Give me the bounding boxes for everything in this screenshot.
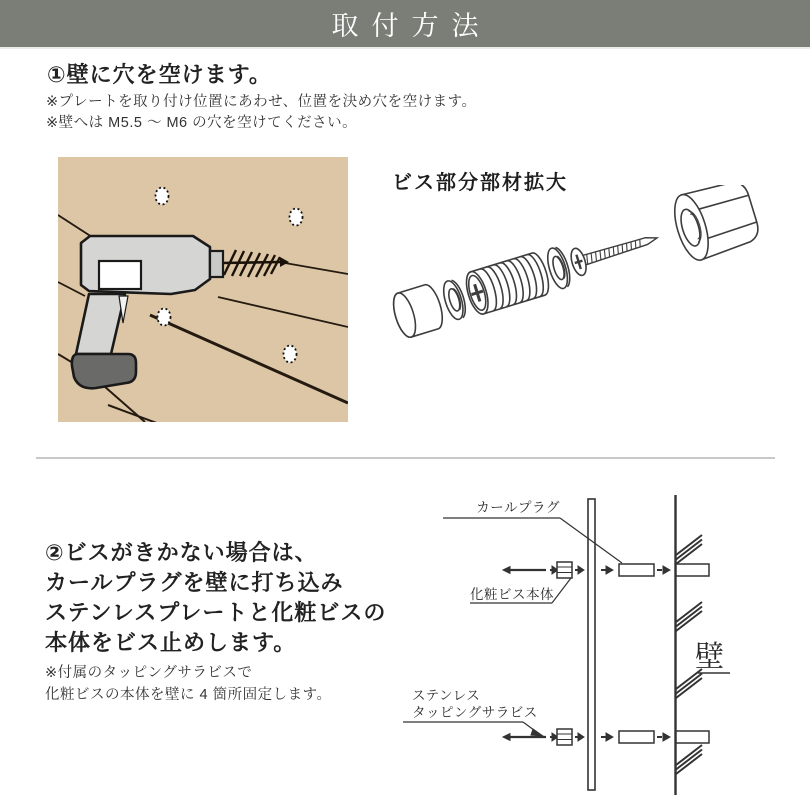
tapping-screw-part [568,225,661,278]
leader-arrowhead [531,729,543,736]
label-wall: 壁 [695,641,725,673]
step2-heading-line1: ②ビスがきかない場合は、 [45,540,318,565]
washer-part-1 [440,278,469,322]
page-title: 取付方法 [331,11,492,41]
threaded-screw-part [462,251,552,317]
parts-exploded-diagram [385,185,810,365]
screw-body-icon [557,562,572,578]
plug-in-wall-icon [676,564,709,576]
label-curl-plug: カールプラグ [476,500,560,515]
wall-mounting-diagram [398,488,810,810]
header-bar [0,0,810,49]
wall-mounting-svg [398,488,810,810]
cap-part [389,282,446,339]
step1-note-2: ※壁へは M5.5 〜 M6 の穴を空けてください。 [46,115,358,131]
step2-heading-line3: ステンレスプレートと化粧ビスの [45,600,387,625]
step1-note-1: ※プレートを取り付け位置にあわせ、位置を決め穴を空けます。 [46,94,477,110]
plug-in-wall-icon [676,731,709,743]
nut-body-part [668,185,762,264]
step2-heading-line2: カールプラグを壁に打ち込み [45,570,344,595]
drill-illustration-svg [58,157,348,422]
assembly-row-top [503,562,709,578]
parts-exploded-svg [385,185,810,365]
drill-illustration [58,157,348,422]
curl-plug-icon [619,731,654,743]
step2-note-2: 化粧ビスの本体を壁に 4 箇所固定します。 [45,687,332,703]
label-tapping-line1: ステンレス [412,688,481,703]
section-divider [36,457,775,459]
curl-plug-icon [619,564,654,576]
parts-diagram-title: ビス部分部材拡大 [392,172,568,194]
label-tapping-line2: タッピングサラビス [412,705,538,720]
step2-heading-line4: 本体をビス止めします。 [45,630,297,655]
step2-note-1: ※付属のタッピングサラビスで [45,665,253,681]
screw-body-icon [557,729,572,745]
step1-heading: ①壁に穴を空けます。 [47,62,272,87]
label-screw-body: 化粧ビス本体 [470,587,554,602]
